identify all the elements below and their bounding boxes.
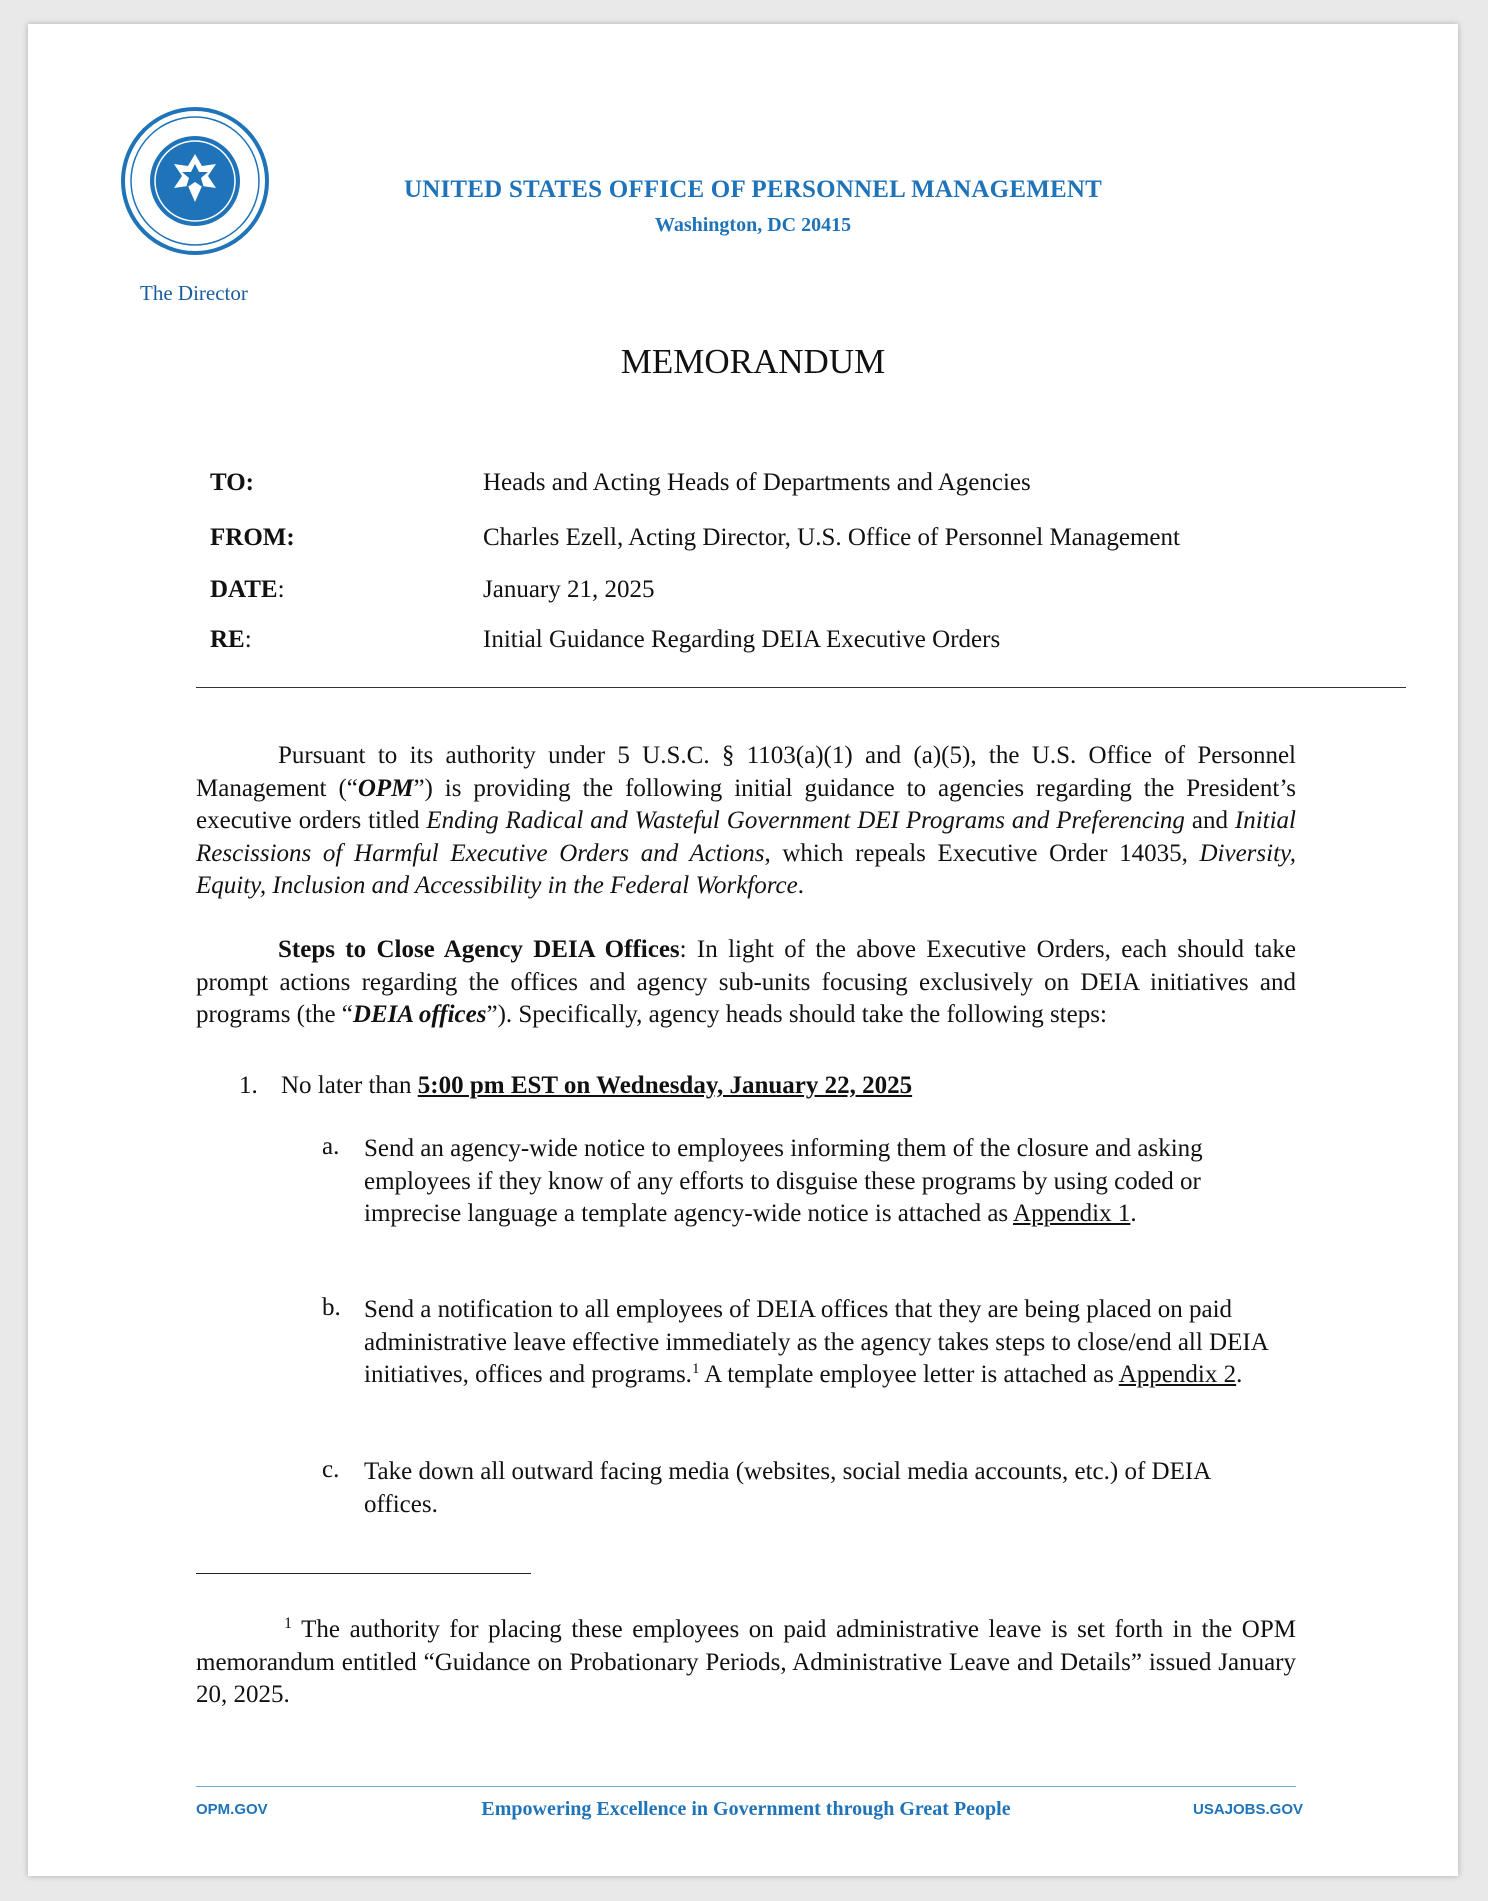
memo-page <box>28 24 1458 1876</box>
header-value-date: January 21, 2025 <box>483 576 655 603</box>
appendix-1-link[interactable]: Appendix 1 <box>1013 1200 1131 1227</box>
header-label-re: RE: <box>210 626 252 653</box>
header-value-to: Heads and Acting Heads of Departments and Agencies <box>483 469 1031 496</box>
deadline: 5:00 pm EST on Wednesday, January 22, 2025 <box>417 1072 913 1099</box>
agency-name: UNITED STATES OFFICE OF PERSONNEL MANAGEMENT <box>403 176 1102 203</box>
header-label-to: TO: <box>210 469 254 496</box>
footer-usajobs-link[interactable]: USAJOBS.GOV <box>1193 1801 1304 1818</box>
substep-letter-a: a. <box>322 1133 340 1160</box>
header-label-date: DATE: <box>210 576 285 603</box>
substep-a: Send an agency-wide notice to employees informing them of the closure and asking employees if they know of any efforts to disguise these programs by using coded or imprecise language a template agency-wide notice is attached as Appendix 1. <box>364 1135 1203 1227</box>
footnote: $^1$ The authority for placing these employees on paid administrative leave is set forth in the OPM memorandum entitled “Guidance on Probationary Periods, Administrative Leave and Details” issued January 20, 2025. <box>196 1615 1296 1708</box>
substep-c: Take down all outward facing media (websites, social media accounts, etc.) of DEIA offices. <box>364 1458 1210 1518</box>
header-label-from: FROM: <box>210 524 295 551</box>
memo-title: MEMORANDUM <box>620 342 886 381</box>
substep-b: Send a notification to all employees of DEIA offices that they are being placed on paid administrative leave effective immediately as the agency takes steps to close/end all DEIA initiatives, offices and programs.$^1$ A template employee letter is attached as Appendix 2. <box>364 1296 1268 1388</box>
substep-letter-c: c. <box>322 1456 340 1483</box>
opm-seal-icon <box>120 106 270 256</box>
step-text: No later than 5:00 pm EST on Wednesday, January 22, 2025 <box>281 1072 913 1099</box>
header-value-from: Charles Ezell, Acting Director, U.S. Office of Personnel Management <box>483 524 1180 551</box>
footnote-ref[interactable]: 1 <box>691 1361 700 1377</box>
header-divider <box>196 687 1406 688</box>
director-label: The Director <box>140 281 248 305</box>
steps-paragraph: Steps to Close Agency DEIA Offices: In light of the above Executive Orders, each should take prompt actions regarding the offices and agency sub-units focusing exclusively on DEIA initiatives and programs (the “DEIA offices”). Specifically, agency heads should take the following steps: <box>196 936 1296 1028</box>
agency-address: Washington, DC 20415 <box>654 214 852 236</box>
substep-letter-b: b. <box>322 1294 341 1321</box>
footer-opm-link[interactable]: OPM.GOV <box>196 1801 268 1818</box>
footer-tagline: Empowering Excellence in Government through Great People <box>481 1798 1011 1820</box>
intro-paragraph: Pursuant to its authority under 5 U.S.C. § 1103(a)(1) and (a)(5), the U.S. Office of Personnel Management (“OPM”) is providing the following initial guidance to agencies regarding the President’s executive orders titled Ending Radical and Wasteful Government DEI Programs and Preferencing and Initial Rescissions of Harmful Executive Orders and Actions, which repeals Executive Order 14035, Diversity, Equity, Inclusion and Accessibility in the Federal Workforce. <box>196 742 1296 899</box>
footer-divider <box>196 1786 1296 1787</box>
appendix-2-link[interactable]: Appendix 2 <box>1118 1361 1237 1388</box>
footnote-divider <box>196 1573 531 1574</box>
header-value-re: Initial Guidance Regarding DEIA Executive Orders <box>483 626 1001 653</box>
step-number: 1. <box>239 1072 258 1099</box>
